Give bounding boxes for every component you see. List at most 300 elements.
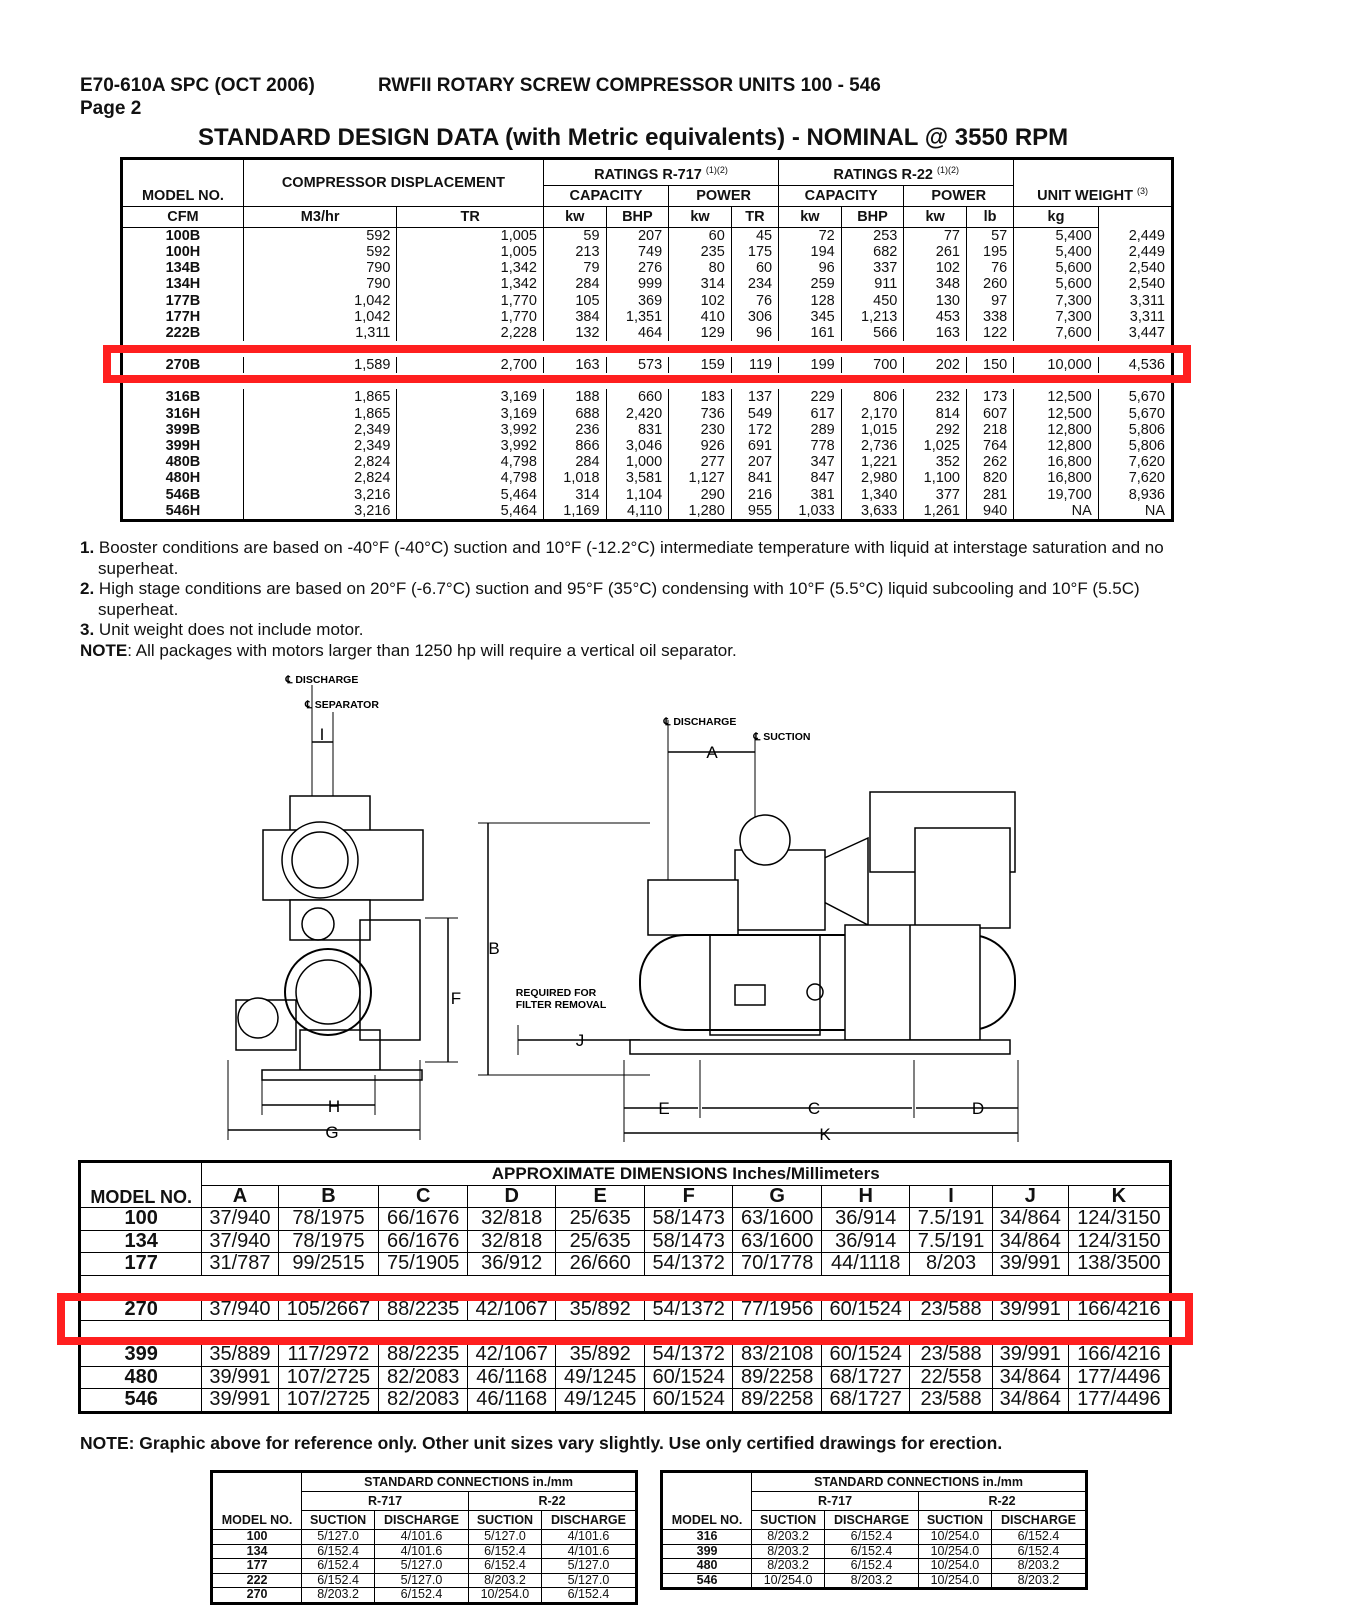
conn-sub-header: DISCHARGE — [991, 1511, 1086, 1530]
value-cell: 83/2108 — [733, 1344, 822, 1367]
value-cell: 6/152.4 — [991, 1544, 1086, 1559]
value-cell: 26/660 — [556, 1253, 645, 1276]
unit-header: kw — [669, 206, 732, 227]
value-cell: 34/864 — [992, 1230, 1068, 1253]
value-cell: 314 — [669, 276, 732, 292]
model-cell: 134 — [212, 1544, 302, 1559]
value-cell: 2,540 — [1098, 260, 1172, 276]
value-cell: 1,025 — [904, 438, 967, 454]
value-cell: 163 — [904, 325, 967, 341]
table-title: STANDARD DESIGN DATA (with Metric equivalents) - NOMINAL @ 3550 RPM — [198, 124, 1069, 151]
unit-header: lb — [966, 206, 1013, 227]
label-filter-2: FILTER REMOVAL — [515, 999, 607, 1011]
value-cell: 1,042 — [243, 293, 397, 309]
conn-r22: R-22 — [918, 1492, 1086, 1511]
value-cell: 10/254.0 — [752, 1573, 825, 1589]
value-cell: 58/1473 — [644, 1230, 733, 1253]
model-cell: 177H — [165, 308, 201, 325]
value-cell: 617 — [779, 406, 842, 422]
table-row — [122, 438, 1173, 454]
value-cell: 866 — [543, 438, 606, 454]
value-cell: 314 — [543, 487, 606, 503]
note-motor: NOTE: All packages with motors larger than 1250 hp will require a vertical oil separator. — [80, 640, 737, 660]
conn-model-header: MODEL NO. — [662, 1472, 752, 1530]
value-cell: 260 — [966, 276, 1013, 292]
dim-label-k: K — [819, 1125, 831, 1144]
table-row — [122, 325, 1173, 341]
conn-r22: R-22 — [468, 1492, 636, 1511]
dim-column-header: F — [644, 1185, 733, 1208]
value-cell: 12,500 — [1014, 389, 1099, 405]
model-cell: 399 — [662, 1544, 752, 1559]
dim-column-header: A — [202, 1185, 278, 1208]
spacer-row — [122, 373, 1173, 389]
value-cell: 117/2972 — [278, 1344, 379, 1367]
conn-r717: R-717 — [302, 1492, 469, 1511]
unit-header: kw — [543, 206, 606, 227]
table-row — [122, 244, 1173, 260]
model-cell: 480H — [165, 470, 201, 487]
value-cell: 105/2667 — [278, 1298, 379, 1321]
value-cell: 6/152.4 — [541, 1588, 636, 1604]
units-row — [122, 206, 1173, 227]
model-cell: 177B — [165, 292, 201, 309]
value-cell: 44/1118 — [821, 1253, 910, 1276]
value-cell: 54/1372 — [644, 1344, 733, 1367]
value-cell: 54/1372 — [644, 1298, 733, 1321]
value-cell: 96 — [779, 260, 842, 276]
model-cell: 134H — [165, 276, 201, 293]
value-cell: 175 — [731, 244, 778, 260]
value-cell: 5,464 — [397, 487, 544, 503]
spacer-row — [80, 1275, 1171, 1298]
label-discharge-left: ℄ DISCHARGE — [285, 674, 359, 686]
value-cell: 1,000 — [606, 454, 669, 470]
value-cell: 78/1975 — [278, 1230, 379, 1253]
value-cell: 16,800 — [1014, 454, 1099, 470]
value-cell: 202 — [904, 357, 967, 373]
value-cell: 80 — [669, 260, 732, 276]
value-cell: 2,349 — [243, 422, 397, 438]
label-suction: ℄ SUCTION — [753, 731, 811, 743]
table-row — [662, 1559, 1087, 1574]
value-cell: 7,620 — [1098, 454, 1172, 470]
table-row — [122, 276, 1173, 292]
value-cell: 5/127.0 — [375, 1559, 469, 1574]
model-cell: 316 — [662, 1530, 752, 1545]
value-cell: 277 — [669, 454, 732, 470]
value-cell: 173 — [966, 389, 1013, 405]
value-cell: 1,127 — [669, 470, 732, 486]
value-cell: 1,770 — [397, 293, 544, 309]
unit-header: TR — [397, 206, 544, 227]
value-cell: 39/991 — [992, 1344, 1068, 1367]
value-cell: 3,581 — [606, 470, 669, 486]
value-cell: 107/2725 — [278, 1389, 379, 1413]
value-cell: 129 — [669, 325, 732, 341]
value-cell: 3,992 — [397, 438, 544, 454]
value-cell: 2,228 — [397, 325, 544, 341]
compressor-drawing — [0, 660, 1368, 1150]
value-cell: 46/1168 — [467, 1366, 556, 1389]
value-cell: 32/818 — [467, 1230, 556, 1253]
value-cell: 682 — [841, 244, 904, 260]
value-cell: 63/1600 — [733, 1230, 822, 1253]
value-cell: 8/203.2 — [752, 1544, 825, 1559]
value-cell: 66/1676 — [379, 1230, 468, 1253]
value-cell: 35/892 — [556, 1298, 645, 1321]
value-cell: 25/635 — [556, 1208, 645, 1231]
value-cell: 573 — [606, 357, 669, 373]
model-cell: 222B — [165, 325, 201, 342]
value-cell: 4,798 — [397, 470, 544, 486]
value-cell: 60 — [731, 260, 778, 276]
value-cell: 940 — [966, 503, 1013, 521]
table-row — [212, 1544, 637, 1559]
value-cell: 911 — [841, 276, 904, 292]
value-cell: 6/152.4 — [468, 1559, 541, 1574]
value-cell: 790 — [243, 260, 397, 276]
value-cell: 352 — [904, 454, 967, 470]
value-cell: 105 — [543, 293, 606, 309]
value-cell: 130 — [904, 293, 967, 309]
model-cell: 399H — [165, 438, 201, 455]
value-cell: 348 — [904, 276, 967, 292]
value-cell: 31/787 — [202, 1253, 278, 1276]
col-r717-capacity: CAPACITY — [543, 185, 668, 206]
value-cell: 3,216 — [243, 487, 397, 503]
value-cell: 32/818 — [467, 1208, 556, 1231]
value-cell: 338 — [966, 309, 1013, 325]
value-cell: 3,633 — [841, 503, 904, 521]
value-cell: 236 — [543, 422, 606, 438]
value-cell: 1,342 — [397, 276, 544, 292]
value-cell: 290 — [669, 487, 732, 503]
value-cell: 34/864 — [992, 1208, 1068, 1231]
doc-title: RWFII ROTARY SCREW COMPRESSOR UNITS 100 - 546 — [378, 75, 881, 96]
table-row — [122, 293, 1173, 309]
value-cell: 764 — [966, 438, 1013, 454]
value-cell: 207 — [606, 227, 669, 244]
value-cell: 5,600 — [1014, 276, 1099, 292]
value-cell: 1,865 — [243, 406, 397, 422]
value-cell: 177/4496 — [1068, 1366, 1170, 1389]
value-cell: 1,351 — [606, 309, 669, 325]
value-cell: 5,670 — [1098, 406, 1172, 422]
value-cell: 195 — [966, 244, 1013, 260]
conn-sub-header: SUCTION — [918, 1511, 991, 1530]
table-row — [80, 1344, 1171, 1367]
value-cell: 1,005 — [397, 244, 544, 260]
conn-sub-header: SUCTION — [302, 1511, 375, 1530]
model-cell: 222 — [212, 1573, 302, 1588]
value-cell: NA — [1014, 503, 1099, 521]
value-cell: 1,589 — [243, 357, 397, 373]
value-cell: 1,221 — [841, 454, 904, 470]
value-cell: 124/3150 — [1068, 1230, 1170, 1253]
label-filter-1: REQUIRED FOR — [515, 987, 597, 999]
col-weight: UNIT WEIGHT $^{(3)}$ — [1014, 159, 1173, 207]
table-row — [122, 406, 1173, 422]
dimensions-table — [78, 1160, 1172, 1414]
value-cell: 790 — [243, 276, 397, 292]
value-cell: 161 — [779, 325, 842, 341]
value-cell: 377 — [904, 487, 967, 503]
value-cell: 3,169 — [397, 389, 544, 405]
value-cell: 261 — [904, 244, 967, 260]
value-cell: 216 — [731, 487, 778, 503]
value-cell: 119 — [731, 357, 778, 373]
unit-header: M3/hr — [243, 206, 397, 227]
value-cell: 5,670 — [1098, 389, 1172, 405]
value-cell: 814 — [904, 406, 967, 422]
value-cell: 347 — [779, 454, 842, 470]
design-data-table — [120, 157, 1174, 522]
label-discharge-right: ℄ DISCHARGE — [663, 716, 737, 728]
value-cell: 453 — [904, 309, 967, 325]
value-cell: 3,046 — [606, 438, 669, 454]
value-cell: 34/864 — [992, 1366, 1068, 1389]
value-cell: 2,540 — [1098, 276, 1172, 292]
col-r717-power: POWER — [669, 185, 779, 206]
value-cell: 749 — [606, 244, 669, 260]
value-cell: 60/1524 — [644, 1366, 733, 1389]
dim-label-a: A — [706, 743, 718, 762]
value-cell: 820 — [966, 470, 1013, 486]
value-cell: 89/2258 — [733, 1389, 822, 1413]
value-cell: 607 — [966, 406, 1013, 422]
dim-label-g: G — [325, 1123, 339, 1142]
col-r22-power: POWER — [904, 185, 1014, 206]
conn-sub-header: DISCHARGE — [375, 1511, 469, 1530]
table-row — [80, 1298, 1171, 1321]
value-cell: 229 — [779, 389, 842, 405]
value-cell: 99/2515 — [278, 1253, 379, 1276]
value-cell: 183 — [669, 389, 732, 405]
value-cell: 1,018 — [543, 470, 606, 486]
value-cell: 3,169 — [397, 406, 544, 422]
value-cell: 10/254.0 — [918, 1573, 991, 1589]
dim-column-header: I — [910, 1185, 992, 1208]
value-cell: 35/892 — [556, 1344, 645, 1367]
model-cell: 480 — [662, 1559, 752, 1574]
connections-table-left — [210, 1470, 638, 1605]
value-cell: 6/152.4 — [825, 1530, 919, 1545]
value-cell: 235 — [669, 244, 732, 260]
value-cell: 45 — [731, 227, 778, 244]
value-cell: 7,300 — [1014, 293, 1099, 309]
value-cell: 262 — [966, 454, 1013, 470]
spacer-row — [122, 341, 1173, 357]
value-cell: 57 — [966, 227, 1013, 244]
dim-label-b: B — [488, 939, 500, 958]
dim-label-d: D — [971, 1099, 985, 1118]
value-cell: 6/152.4 — [991, 1530, 1086, 1545]
value-cell: 39/991 — [202, 1389, 278, 1413]
value-cell: 3,311 — [1098, 293, 1172, 309]
conn-title: STANDARD CONNECTIONS in./mm — [752, 1472, 1087, 1492]
value-cell: 59 — [543, 227, 606, 244]
model-cell: 100 — [80, 1208, 202, 1231]
value-cell: 199 — [779, 357, 842, 373]
value-cell: 8/203.2 — [825, 1573, 919, 1589]
value-cell: 60 — [669, 227, 732, 244]
value-cell: 410 — [669, 309, 732, 325]
model-cell: 399B — [165, 421, 201, 438]
value-cell: 4,110 — [606, 503, 669, 521]
value-cell: 1,342 — [397, 260, 544, 276]
table-row — [212, 1573, 637, 1588]
table-row — [122, 470, 1173, 486]
value-cell: 806 — [841, 389, 904, 405]
col-displacement: COMPRESSOR DISPLACEMENT — [243, 159, 543, 207]
value-cell: 49/1245 — [556, 1366, 645, 1389]
value-cell: 39/991 — [202, 1366, 278, 1389]
value-cell: NA — [1098, 503, 1172, 521]
value-cell: 172 — [731, 422, 778, 438]
value-cell: 8/203.2 — [752, 1559, 825, 1574]
value-cell: 700 — [841, 357, 904, 373]
value-cell: 1,033 — [779, 503, 842, 521]
value-cell: 306 — [731, 309, 778, 325]
col-model-group: MODEL NO. — [122, 159, 244, 207]
value-cell: 97 — [966, 293, 1013, 309]
value-cell: 3,311 — [1098, 309, 1172, 325]
value-cell: 8/203.2 — [752, 1530, 825, 1545]
value-cell: 124/3150 — [1068, 1208, 1170, 1231]
value-cell: 39/991 — [992, 1298, 1068, 1321]
value-cell: 6/152.4 — [468, 1544, 541, 1559]
unit-header: CFM — [122, 206, 244, 227]
value-cell: 5,464 — [397, 503, 544, 521]
model-cell: 480 — [80, 1366, 202, 1389]
value-cell: 2,700 — [397, 357, 544, 373]
value-cell: 464 — [606, 325, 669, 341]
value-cell: 5,806 — [1098, 422, 1172, 438]
value-cell: 4/101.6 — [375, 1530, 469, 1545]
dim-column-header: G — [733, 1185, 822, 1208]
value-cell: 592 — [243, 227, 397, 244]
dim-label-i: I — [319, 725, 325, 744]
value-cell: 3,992 — [397, 422, 544, 438]
value-cell: 128 — [779, 293, 842, 309]
value-cell: 7,300 — [1014, 309, 1099, 325]
note-1: 1. Booster conditions are based on -40°F (-40°C) suction and 10°F (-12.2°C) intermediate temperature with liquid at interstage saturation and no superheat. — [80, 538, 1164, 578]
value-cell: 77/1956 — [733, 1298, 822, 1321]
value-cell: 42/1067 — [467, 1298, 556, 1321]
value-cell: 150 — [966, 357, 1013, 373]
model-cell: 316B — [165, 389, 201, 406]
value-cell: 230 — [669, 422, 732, 438]
value-cell: 163 — [543, 357, 606, 373]
dim-column-header: D — [467, 1185, 556, 1208]
table-row — [122, 260, 1173, 276]
value-cell: 369 — [606, 293, 669, 309]
value-cell: 259 — [779, 276, 842, 292]
value-cell: 1,042 — [243, 309, 397, 325]
table-row — [122, 454, 1173, 470]
value-cell: 1,311 — [243, 325, 397, 341]
value-cell: 234 — [731, 276, 778, 292]
value-cell: 77 — [904, 227, 967, 244]
value-cell: 778 — [779, 438, 842, 454]
value-cell: 39/991 — [992, 1253, 1068, 1276]
value-cell: 955 — [731, 503, 778, 521]
table-row — [80, 1208, 1171, 1231]
value-cell: 207 — [731, 454, 778, 470]
doc-id: E70-610A SPC (OCT 2006) — [80, 75, 315, 96]
note-2: 2. High stage conditions are based on 20°F (-6.7°C) suction and 95°F (35°C) condensing with 10°F (5.5°C) liquid subcooling and 10°F (5.5C) superheat. — [80, 579, 1140, 619]
table-row — [80, 1230, 1171, 1253]
value-cell: 2,349 — [243, 438, 397, 454]
value-cell: 89/2258 — [733, 1366, 822, 1389]
value-cell: 6/152.4 — [302, 1559, 375, 1574]
connections-table-right — [660, 1470, 1088, 1590]
dim-column-header: E — [556, 1185, 645, 1208]
value-cell: 82/2083 — [379, 1366, 468, 1389]
value-cell: 276 — [606, 260, 669, 276]
value-cell: 58/1473 — [644, 1208, 733, 1231]
model-cell: 270 — [80, 1298, 202, 1321]
value-cell: 1,261 — [904, 503, 967, 521]
value-cell: 6/152.4 — [825, 1559, 919, 1574]
value-cell: 25/635 — [556, 1230, 645, 1253]
unit-header: BHP — [606, 206, 669, 227]
value-cell: 549 — [731, 406, 778, 422]
value-cell: 177/4496 — [1068, 1389, 1170, 1413]
model-cell: 100 — [212, 1530, 302, 1545]
value-cell: 102 — [669, 293, 732, 309]
dim-label-j: J — [575, 1031, 585, 1050]
value-cell: 1,280 — [669, 503, 732, 521]
model-cell: 270B — [165, 357, 201, 374]
value-cell: 2,980 — [841, 470, 904, 486]
value-cell: 70/1778 — [733, 1253, 822, 1276]
value-cell: 19,700 — [1014, 487, 1099, 503]
label-separator: ℄ SEPARATOR — [305, 699, 379, 711]
conn-sub-header: DISCHARGE — [825, 1511, 919, 1530]
value-cell: 5/127.0 — [302, 1530, 375, 1545]
value-cell: 5/127.0 — [541, 1573, 636, 1588]
table-row — [122, 422, 1173, 438]
value-cell: 88/2235 — [379, 1344, 468, 1367]
value-cell: 284 — [543, 454, 606, 470]
value-cell: 6/152.4 — [375, 1588, 469, 1604]
value-cell: 1,213 — [841, 309, 904, 325]
value-cell: 218 — [966, 422, 1013, 438]
conn-sub-header: DISCHARGE — [541, 1511, 636, 1530]
value-cell: 166/4216 — [1068, 1344, 1170, 1367]
col-r22-capacity: CAPACITY — [779, 185, 904, 206]
value-cell: 37/940 — [202, 1208, 278, 1231]
dim-column-header: K — [1068, 1185, 1170, 1208]
value-cell: 2,449 — [1098, 244, 1172, 260]
value-cell: 6/152.4 — [302, 1544, 375, 1559]
value-cell: 5,600 — [1014, 260, 1099, 276]
value-cell: 2,170 — [841, 406, 904, 422]
model-cell: 399 — [80, 1344, 202, 1367]
footnotes — [80, 538, 1220, 661]
dim-column-header: J — [992, 1185, 1068, 1208]
value-cell: 12,800 — [1014, 422, 1099, 438]
dim-column-header: H — [821, 1185, 910, 1208]
value-cell: 1,100 — [904, 470, 967, 486]
dim-label-c: C — [807, 1099, 821, 1118]
value-cell: 76 — [966, 260, 1013, 276]
value-cell: 292 — [904, 422, 967, 438]
table-row — [122, 227, 1173, 244]
value-cell: 54/1372 — [644, 1253, 733, 1276]
